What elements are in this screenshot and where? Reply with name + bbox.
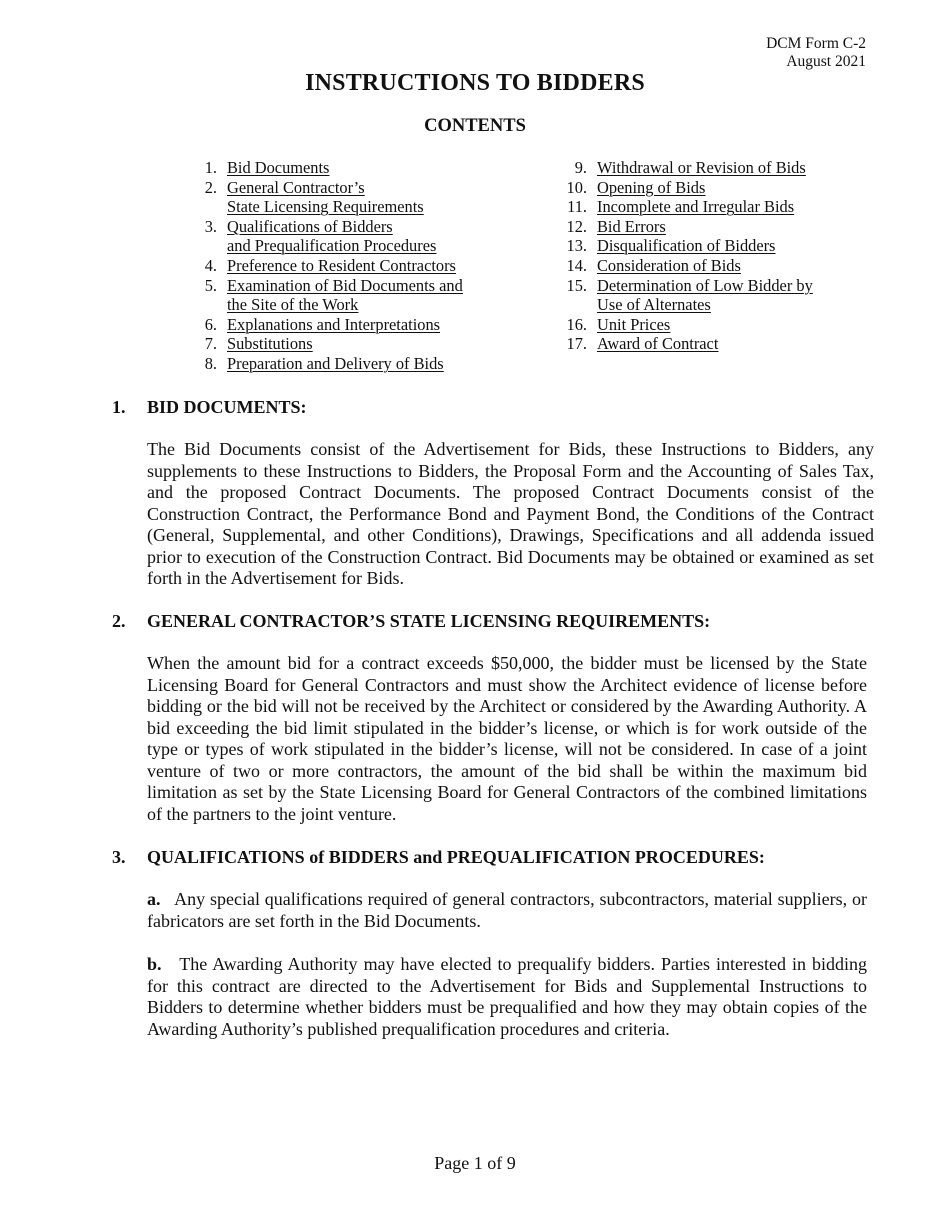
toc-entry-link[interactable] [597, 256, 741, 276]
toc-entry-number: 11. [567, 197, 587, 217]
toc-entry[interactable] [547, 197, 867, 217]
toc-entry-number: 3. [204, 216, 217, 236]
toc-entry-link[interactable] [597, 217, 666, 237]
toc-entry[interactable] [547, 178, 867, 198]
toc-entry-link[interactable] [227, 276, 463, 315]
toc-entry-line: General Contractor’s [227, 177, 365, 197]
page-number: Page 1 of 9 [434, 1153, 516, 1173]
toc-entry-line: Examination of Bid Documents and [227, 275, 463, 295]
toc-entry[interactable] [177, 334, 507, 354]
toc-entry-link[interactable] [227, 178, 424, 217]
toc-entry-link[interactable] [597, 276, 813, 315]
toc-entry-line: Withdrawal or Revision of Bids [597, 158, 806, 177]
section-bid-documents [112, 397, 874, 590]
page-title: INSTRUCTIONS TO BIDDERS [305, 70, 645, 96]
toc-entry[interactable] [547, 315, 867, 335]
toc-entry[interactable] [177, 315, 507, 335]
section-title: QUALIFICATIONS of BIDDERS and PREQUALIFICATION PROCEDURES: [147, 847, 765, 867]
toc-entry-line: Determination of Low Bidder by [597, 275, 813, 295]
toc-entry-number: 16. [566, 314, 587, 334]
toc-entry-line: and Prequalification Procedures [227, 236, 437, 256]
toc-entry[interactable] [547, 158, 867, 178]
toc-entry-number: 6. [204, 314, 217, 334]
toc-entry[interactable] [547, 217, 867, 237]
form-header [766, 35, 866, 71]
toc-entry-line: Consideration of Bids [597, 255, 741, 275]
toc-entry-link[interactable] [227, 217, 436, 256]
toc-entry-link[interactable] [597, 334, 718, 354]
toc-entry-line: Substitutions [227, 334, 313, 354]
toc-entry-number: 12. [566, 216, 587, 236]
toc-entry[interactable] [177, 256, 507, 276]
toc-entry-line: State Licensing Requirements [227, 197, 424, 217]
section-number: 2. [112, 611, 126, 631]
toc-entry-link[interactable] [597, 315, 670, 335]
toc-entry[interactable] [177, 354, 507, 374]
toc-entry[interactable] [177, 178, 507, 217]
section-body: The Bid Documents consist of the Advertisement for Bids, these Instructions to Bidders, any supplements to these Instructions to Bidders, the Proposal Form and the Accounting of Sales Tax, and the proposed Contract Documents. The proposed Contract Documents consist of the Construction Contract, the Performance Bond and Payment Bond, the Conditions of the Contract (General, Supplemental, and other Conditions), Drawings, Specifications and all addenda issued prior to execution of the Construction Contract. Bid Documents may be obtained or examined as set forth in the Advertisement for Bids. [147, 439, 874, 588]
toc-entry-line: Disqualification of Bidders [597, 236, 776, 256]
section-licensing-requirements [112, 611, 867, 825]
toc-entry[interactable] [177, 276, 507, 315]
toc-entry-link[interactable] [597, 197, 794, 217]
toc-entry-link[interactable] [227, 256, 456, 276]
toc-entry-link[interactable] [227, 354, 444, 374]
toc-entry[interactable] [177, 217, 507, 256]
toc-entry-line: Bid Errors [597, 216, 666, 236]
toc-right-column [547, 158, 867, 354]
toc-entry-line: Use of Alternates [597, 295, 711, 315]
toc-entry-number: 4. [204, 255, 217, 275]
section-title: BID DOCUMENTS: [147, 397, 307, 417]
section-heading [112, 397, 867, 418]
section-number: 3. [112, 847, 126, 867]
toc-entry-number: 10. [566, 177, 587, 197]
toc-entry-number: 15. [566, 275, 587, 295]
subsection-label: a. [147, 889, 161, 909]
toc-entry[interactable] [547, 256, 867, 276]
toc-entry-number: 8. [204, 353, 217, 373]
section-heading [112, 611, 867, 632]
section-qualifications [112, 847, 867, 1040]
toc-entry-line: Explanations and Interpretations [227, 314, 441, 334]
subsection-text: Any special qualifications required of general contractors, subcontractors, material suppliers, or fabricators are set forth in the Bid Documents. [147, 889, 867, 931]
toc-entry-number: 7. [204, 334, 217, 354]
toc-entry-line: Award of Contract [597, 334, 719, 354]
toc-entry-line: Preparation and Delivery of Bids [227, 353, 444, 373]
section-title: GENERAL CONTRACTOR’S STATE LICENSING REQUIREMENTS: [147, 611, 711, 631]
toc-entry-number: 2. [204, 177, 217, 197]
toc-entry-link[interactable] [597, 158, 806, 178]
toc-entry-line: the Site of the Work [227, 295, 359, 315]
toc-entry-number: 13. [566, 236, 587, 256]
toc-entry-link[interactable] [597, 178, 705, 198]
toc-entry-number: 1. [204, 158, 217, 177]
section-number: 1. [112, 397, 126, 417]
toc-entry[interactable] [547, 276, 867, 315]
subsection-label: b. [147, 954, 162, 974]
section-body: When the amount bid for a contract exceeds $50,000, the bidder must be licensed by the State Licensing Board for General Contractors and must show the Architect evidence of license before bidding or the bid will not be received by the Architect or considered by the Awarding Authority. A bid exceeding the bid limit stipulated in the bidder’s license, or which is for work outside of the type or types of work stipulated in the bidder’s license, will not be considered. In case of a joint venture of two or more contractors, the amount of the bid shall be within the maximum bid limitation as set by the State Licensing Board for General Contractors of the combined limitations of the partners to the joint venture. [147, 653, 867, 824]
subsection-b [147, 954, 867, 1040]
toc-entry-line: Incomplete and Irregular Bids [597, 197, 795, 217]
section-heading [112, 847, 867, 868]
toc-entry-number: 17. [566, 334, 587, 354]
toc-left-column [177, 158, 507, 374]
toc-entry[interactable] [177, 158, 507, 178]
form-date: August 2021 [786, 53, 866, 70]
subsection-a [147, 889, 867, 932]
toc-entry-link[interactable] [227, 315, 440, 335]
toc-entry-link[interactable] [227, 158, 329, 178]
toc-entry-number: 14. [566, 255, 587, 275]
toc-entry[interactable] [547, 334, 867, 354]
toc-entry-line: Bid Documents [227, 158, 330, 177]
toc-entry-number: 5. [204, 275, 217, 295]
contents-heading: CONTENTS [424, 116, 526, 136]
toc-entry-line: Qualifications of Bidders [227, 216, 393, 236]
toc-entry-number: 9. [574, 158, 587, 177]
toc-entry-link[interactable] [227, 334, 313, 354]
subsection-text: The Awarding Authority may have elected to prequalify bidders. Parties interested in bidding for this contract are directed to the Advertisement for Bids and Supplemental Instructions to Bidders to determine whether bidders must be prequalified and how they may obtain copies of the Awarding Authority’s published prequalification procedures and criteria. [147, 954, 867, 1039]
toc-entry[interactable] [547, 236, 867, 256]
toc-entry-line: Opening of Bids [597, 177, 706, 197]
toc-entry-line: Unit Prices [597, 314, 671, 334]
form-id: DCM Form C-2 [766, 35, 866, 52]
toc-entry-link[interactable] [597, 236, 775, 256]
toc-entry-line: Preference to Resident Contractors [227, 255, 456, 275]
